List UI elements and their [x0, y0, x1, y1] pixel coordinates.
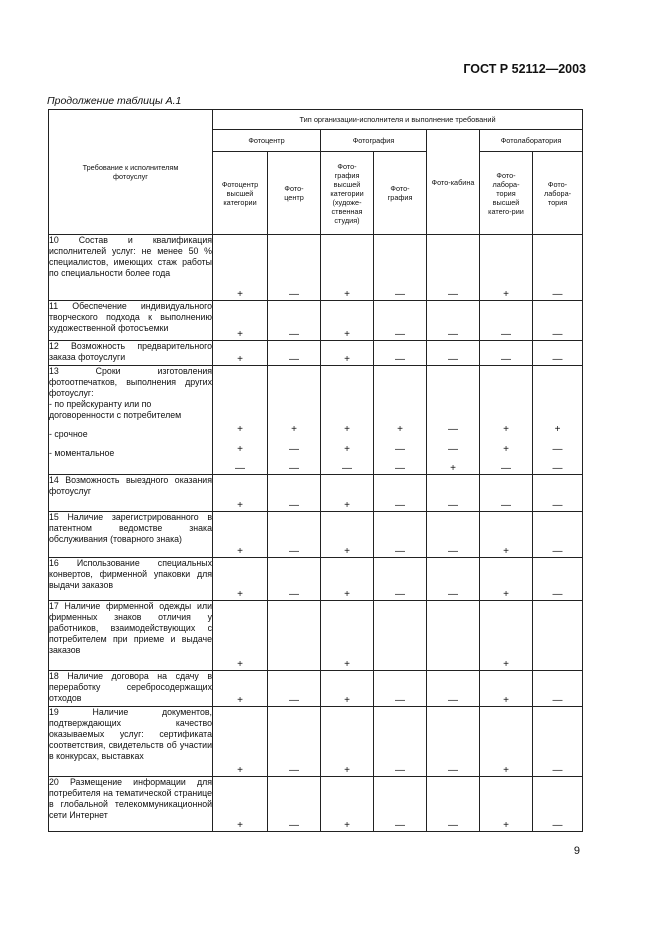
- mark-cell: [480, 777, 533, 832]
- mark: +: [344, 695, 350, 706]
- mark-cell: [480, 671, 533, 707]
- table-row: [49, 707, 583, 777]
- mark-cell: [268, 601, 321, 671]
- mark: —: [395, 589, 405, 600]
- requirement-cell: [49, 707, 213, 777]
- requirement-cell: [49, 366, 213, 475]
- mark-cell: [533, 671, 583, 707]
- mark-cell: [480, 235, 533, 301]
- mark: —: [289, 444, 299, 455]
- mark-cell: [427, 366, 480, 475]
- mark-cell: [321, 366, 374, 475]
- mark: —: [395, 546, 405, 557]
- mark-cell: [321, 707, 374, 777]
- table-row: [49, 235, 583, 301]
- group-header-photocenter: Фотоцентр: [213, 130, 321, 152]
- page-number: 9: [573, 845, 580, 857]
- mark-cell: [533, 558, 583, 601]
- mark: +: [344, 354, 350, 365]
- requirement-cell: [49, 341, 213, 366]
- table-row: [49, 601, 583, 671]
- mark-cell: [321, 475, 374, 512]
- mark-cell: [268, 475, 321, 512]
- mark: +: [503, 546, 509, 557]
- column-header: Фотоцентр высшей категории: [213, 152, 268, 235]
- mark-cell: [268, 707, 321, 777]
- mark: +: [503, 820, 509, 831]
- mark: +: [237, 546, 243, 557]
- document-code: ГОСТ Р 52112—2003: [463, 62, 586, 76]
- requirement-cell: [49, 601, 213, 671]
- mark: +: [237, 444, 243, 455]
- mark: —: [448, 695, 458, 706]
- mark-cell: [213, 601, 268, 671]
- table-row: [49, 671, 583, 707]
- mark-cell: [213, 671, 268, 707]
- column-header: Фото-центр: [268, 152, 321, 235]
- mark: +: [344, 659, 350, 670]
- mark-cell: [374, 475, 427, 512]
- table-row: [49, 558, 583, 601]
- requirement-cell: [49, 475, 213, 512]
- mark: —: [448, 500, 458, 511]
- mark: —: [552, 500, 563, 511]
- table-row: [49, 512, 583, 558]
- mark-cell: [480, 558, 533, 601]
- mark-cell: [213, 366, 268, 475]
- requirement-cell: [49, 671, 213, 707]
- mark-cell: [268, 366, 321, 475]
- requirement-label: 10 Состав и квалификация исполнителей услуг: не менее 50 % специалистов, имеющих стаж работы по специальности более года: [49, 235, 212, 278]
- mark: +: [397, 424, 403, 435]
- column-header: Фото-лабора-тория высшей катего-рии: [480, 152, 533, 235]
- mark-cell: [213, 512, 268, 558]
- mark: +: [344, 546, 350, 557]
- mark-cell: [533, 707, 583, 777]
- mark-cell: [427, 671, 480, 707]
- mark-cell: [374, 301, 427, 341]
- mark: —: [395, 329, 405, 340]
- mark-cell: [268, 235, 321, 301]
- mark: —: [395, 444, 405, 455]
- mark-cell: [268, 512, 321, 558]
- mark: +: [237, 289, 243, 300]
- mark-cell: [213, 301, 268, 341]
- mark-cell: [427, 558, 480, 601]
- mark: —: [448, 329, 458, 340]
- mark: —: [235, 463, 245, 474]
- requirements-table: [48, 109, 583, 832]
- mark: —: [395, 765, 405, 776]
- mark: +: [344, 589, 350, 600]
- mark-cell: [533, 601, 583, 671]
- mark: —: [501, 500, 511, 511]
- requirement-label: 13 Сроки изготовления фотоотпечатков, выполнения других фотоуслуг:: [49, 366, 212, 398]
- table-header: [49, 110, 583, 235]
- mark: —: [552, 444, 563, 455]
- mark: +: [237, 820, 243, 831]
- mark: +: [503, 659, 509, 670]
- mark-cell: [374, 235, 427, 301]
- mark-cell: [321, 601, 374, 671]
- mark-cell: [268, 777, 321, 832]
- requirement-label: 18 Наличие договора на сдачу в переработку серебросодержащих отходов: [49, 671, 212, 703]
- mark-cell: [213, 341, 268, 366]
- mark-cell: [321, 341, 374, 366]
- mark-cell: [427, 475, 480, 512]
- mark: —: [552, 463, 563, 474]
- table-row: [49, 475, 583, 512]
- column-header: Фото-графия высшей категории (художе-ственная студия): [321, 152, 374, 235]
- mark-cell: [268, 301, 321, 341]
- mark-cell: [427, 601, 480, 671]
- mark: +: [291, 424, 297, 435]
- column-header: Фото-графия: [374, 152, 427, 235]
- mark-cell: [268, 341, 321, 366]
- mark: —: [289, 500, 299, 511]
- mark-cell: [321, 301, 374, 341]
- mark-cell: [480, 512, 533, 558]
- mark-cell: [321, 512, 374, 558]
- mark: +: [237, 765, 243, 776]
- mark: —: [501, 463, 511, 474]
- mark: —: [395, 354, 405, 365]
- mark: +: [503, 444, 509, 455]
- mark-cell: [427, 707, 480, 777]
- column-header: Фото-лабора-тория: [533, 152, 583, 235]
- mark-cell: [213, 235, 268, 301]
- mark-cell: [480, 707, 533, 777]
- mark-cell: [268, 671, 321, 707]
- mark: —: [448, 765, 458, 776]
- mark: +: [344, 820, 350, 831]
- mark: +: [450, 463, 456, 474]
- mark: —: [448, 546, 458, 557]
- mark: —: [552, 354, 563, 365]
- mark-cell: [268, 558, 321, 601]
- mark: +: [503, 589, 509, 600]
- mark-cell: [533, 341, 583, 366]
- mark: +: [237, 695, 243, 706]
- mark-cell: [321, 671, 374, 707]
- mark: —: [395, 820, 405, 831]
- mark-cell: [533, 366, 583, 475]
- org-type-header: Тип организации-исполнителя и выполнение требований: [213, 110, 583, 130]
- mark: +: [503, 765, 509, 776]
- mark: —: [501, 354, 511, 365]
- table-row: [49, 777, 583, 832]
- mark: —: [552, 289, 563, 300]
- mark-cell: [374, 512, 427, 558]
- mark: —: [448, 444, 458, 455]
- requirement-label: 15 Наличие зарегистрированного в патентном ведомстве знака обслуживания (товарного знака): [49, 512, 212, 544]
- mark-cell: [374, 366, 427, 475]
- mark: —: [289, 589, 299, 600]
- requirement-cell: [49, 301, 213, 341]
- mark: —: [448, 354, 458, 365]
- mark-cell: [213, 558, 268, 601]
- mark: —: [289, 463, 299, 474]
- mark-cell: [427, 777, 480, 832]
- mark-cell: [480, 366, 533, 475]
- mark-cell: [480, 301, 533, 341]
- mark: +: [344, 444, 350, 455]
- mark: +: [237, 500, 243, 511]
- mark: —: [395, 695, 405, 706]
- requirement-label: 17 Наличие фирменной одежды или фирменных знаков отличия у работников, взаимодействующих с потребителем при приеме и выдаче заказов: [49, 601, 212, 655]
- mark: —: [552, 589, 563, 600]
- mark: +: [237, 424, 243, 435]
- mark: —: [289, 765, 299, 776]
- mark: —: [552, 546, 563, 557]
- mark-cell: [374, 601, 427, 671]
- mark-cell: [480, 475, 533, 512]
- mark: +: [344, 289, 350, 300]
- mark: +: [237, 354, 243, 365]
- mark: —: [448, 289, 458, 300]
- requirement-label: 20 Размещение информации для потребителя на тематической странице в глобальной телекоммуникационной сети Интернет: [49, 777, 212, 820]
- mark: —: [501, 329, 511, 340]
- requirement-column-header: Требование к исполнителям фотоуслуг: [49, 110, 213, 235]
- requirement-label: 11 Обеспечение индивидуального творческого подхода к выполнению художественной фотосъемки: [49, 301, 212, 333]
- group-header-photolab: Фотолаборатория: [480, 130, 583, 152]
- requirement-cell: [49, 235, 213, 301]
- mark: —: [552, 765, 563, 776]
- table-continuation-caption: Продолжение таблицы А.1: [47, 95, 182, 107]
- mark-cell: [374, 707, 427, 777]
- mark-cell: [374, 558, 427, 601]
- group-header-photography: Фотография: [321, 130, 427, 152]
- mark-cell: [427, 235, 480, 301]
- table-body: [49, 235, 583, 832]
- column-header: Фото-кабина: [427, 130, 480, 235]
- mark: —: [395, 289, 405, 300]
- mark: —: [289, 695, 299, 706]
- mark: —: [342, 463, 352, 474]
- mark: +: [344, 424, 350, 435]
- mark-cell: [321, 777, 374, 832]
- requirement-cell: [49, 512, 213, 558]
- mark: +: [237, 659, 243, 670]
- mark: —: [552, 329, 563, 340]
- mark: —: [448, 589, 458, 600]
- requirement-cell: [49, 558, 213, 601]
- mark-cell: [374, 777, 427, 832]
- mark-cell: [321, 235, 374, 301]
- mark: —: [552, 820, 563, 831]
- mark-cell: [213, 475, 268, 512]
- mark: +: [237, 329, 243, 340]
- mark: —: [448, 424, 458, 435]
- mark: —: [289, 289, 299, 300]
- mark: —: [552, 695, 563, 706]
- mark-cell: [427, 301, 480, 341]
- mark-cell: [374, 341, 427, 366]
- mark: —: [289, 546, 299, 557]
- mark: —: [395, 463, 405, 474]
- requirement-label: 14 Возможность выездного оказания фотоуслуг: [49, 475, 212, 496]
- table-row: [49, 366, 583, 475]
- mark: —: [289, 820, 299, 831]
- table-row: [49, 341, 583, 366]
- mark: +: [344, 329, 350, 340]
- mark-cell: [480, 341, 533, 366]
- mark-cell: [533, 475, 583, 512]
- mark: +: [503, 424, 509, 435]
- requirement-cell: [49, 777, 213, 832]
- mark-cell: [427, 341, 480, 366]
- requirement-subitem: - моментальное: [49, 448, 115, 458]
- mark-cell: [213, 777, 268, 832]
- mark: +: [344, 500, 350, 511]
- mark: +: [344, 765, 350, 776]
- table-row: [49, 301, 583, 341]
- requirement-subitem: - срочное: [49, 429, 88, 439]
- mark: +: [237, 589, 243, 600]
- mark-cell: [533, 777, 583, 832]
- mark-cell: [533, 235, 583, 301]
- mark-cell: [374, 671, 427, 707]
- mark: —: [448, 820, 458, 831]
- mark: —: [395, 500, 405, 511]
- mark-cell: [480, 601, 533, 671]
- requirement-label: 19 Наличие документов, подтверждающих качество оказываемых услуг: сертификата соответствия, свидетельств об участии в конкурсах, выставках: [49, 707, 212, 761]
- mark: —: [289, 329, 299, 340]
- mark-cell: [427, 512, 480, 558]
- requirement-subitem: - по прейскуранту или по договоренности с потребителем: [49, 399, 182, 420]
- mark-cell: [213, 707, 268, 777]
- mark-cell: [321, 558, 374, 601]
- mark-cell: [533, 301, 583, 341]
- mark-cell: [533, 512, 583, 558]
- mark: +: [554, 424, 561, 435]
- requirement-label: 16 Использование специальных конвертов, фирменной упаковки для выдачи заказов: [49, 558, 212, 590]
- requirement-label: 12 Возможность предварительного заказа фотоуслуги: [49, 341, 212, 362]
- mark: +: [503, 289, 509, 300]
- mark: —: [289, 354, 299, 365]
- mark: +: [503, 695, 509, 706]
